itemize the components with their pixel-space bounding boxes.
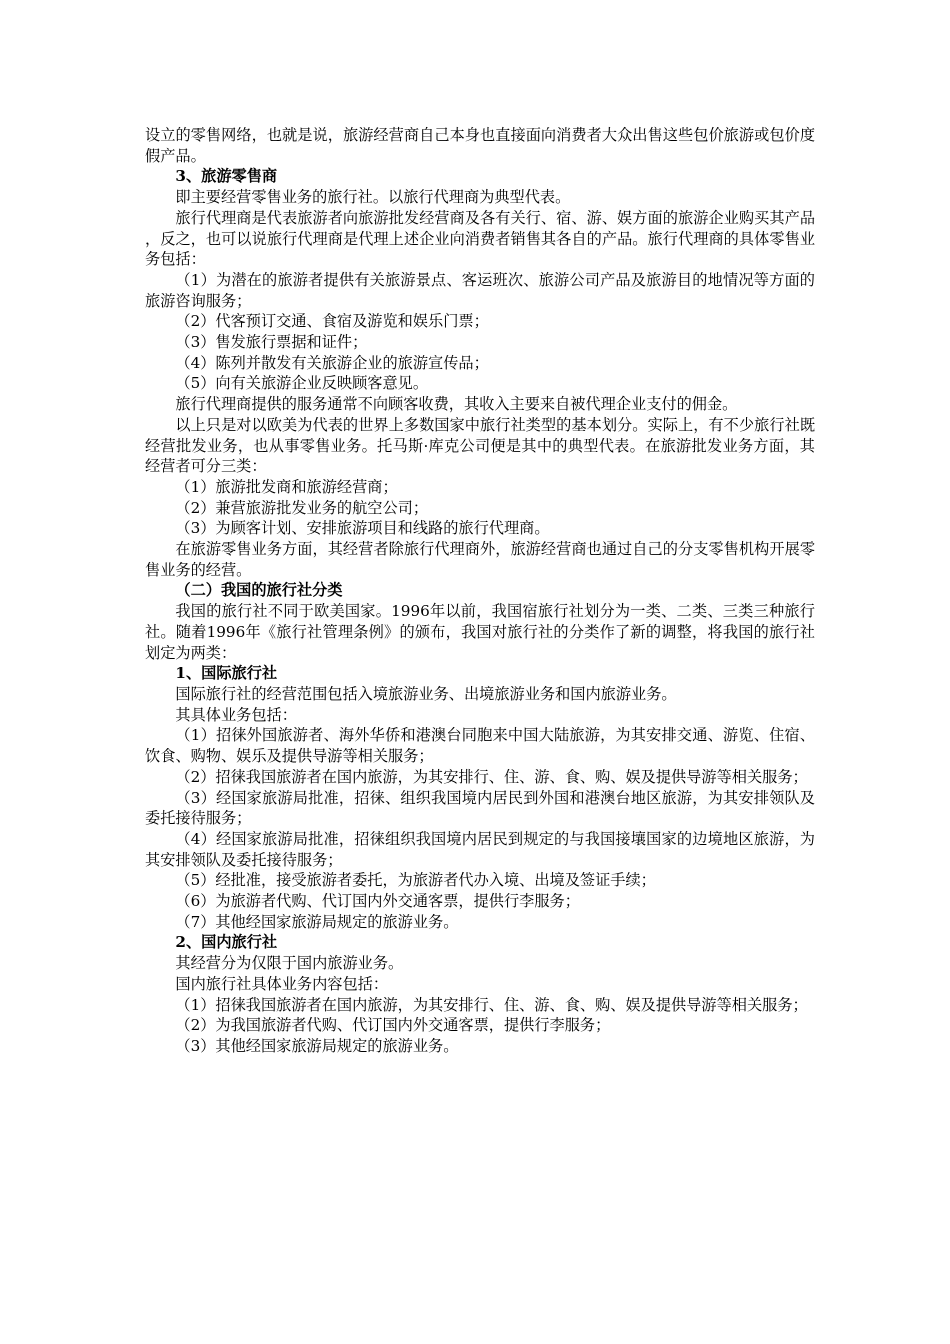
list-item: （4）陈列并散发有关旅游企业的旅游宣传品； <box>175 353 489 372</box>
subsection-heading: 1、国际旅行社 <box>175 664 278 683</box>
paragraph: 旅行代理商是代表旅游者向旅游批发经营商及各有关行、宿、游、娱方面的旅游企业购买其产品，反之，也可以说旅行代理商是代理上述企业向消费者销售其各自的产品。旅行代理商的具体零售业务包括： <box>145 208 815 269</box>
list-item: （1）旅游批发商和旅游经营商； <box>175 477 398 496</box>
document-page <box>145 125 815 1057</box>
section-heading: 3、旅游零售商 <box>175 167 278 186</box>
list-item: （4）经国家旅游局批准，招徕组织我国境内居民到规定的与我国接壤国家的边境地区旅游，为其安排领队及委托接待服务； <box>145 829 815 869</box>
paragraph: 以上只是对以欧美为代表的世界上多数国家中旅行社类型的基本划分。实际上，有不少旅行社既经营批发业务，也从事零售业务。托马斯·库克公司便是其中的典型代表。在旅游批发业务方面，其经营者可分三类： <box>145 415 815 476</box>
list-item: （2）兼营旅游批发业务的航空公司； <box>175 498 429 517</box>
list-item: （2）招徕我国旅游者在国内旅游，为其安排行、住、游、食、购、娱及提供导游等相关服务； <box>175 767 808 786</box>
list-item: （7）其他经国家旅游局规定的旅游业务。 <box>175 912 459 931</box>
paragraph: 国际旅行社的经营范围包括入境旅游业务、出境旅游业务和国内旅游业务。 <box>175 684 677 703</box>
paragraph: 其经营分为仅限于国内旅游业务。 <box>175 954 404 973</box>
list-item: （2）代客预订交通、食宿及游览和娱乐门票； <box>175 312 489 331</box>
list-item: （1）为潜在的旅游者提供有关旅游景点、客运班次、旅游公司产品及旅游目的地情况等方面的旅游咨询服务； <box>145 270 815 310</box>
paragraph: 旅行代理商提供的服务通常不向顾客收费，其收入主要来自被代理企业支付的佣金。 <box>175 395 738 414</box>
paragraph: 在旅游零售业务方面，其经营者除旅行代理商外，旅游经营商也通过自己的分支零售机构开展零售业务的经营。 <box>145 540 815 579</box>
list-item: （5）经批准，接受旅游者委托，为旅游者代办入境、出境及签证手续； <box>175 871 656 890</box>
paragraph: 国内旅行社具体业务内容包括： <box>175 974 389 993</box>
subsection-heading: 2、国内旅行社 <box>175 933 278 952</box>
paragraph: 我国的旅行社不同于欧美国家。1996年以前，我国宿旅行社划分为一类、二类、三类三种旅行社。随着1996年《旅行社管理条例》的颁布，我国对旅行社的分类作了新的调整，将我国的旅行社划定为两类： <box>145 602 815 662</box>
list-item: （3）经国家旅游局批准，招徕、组织我国境内居民到外国和港澳台地区旅游，为其安排领队及委托接待服务； <box>145 788 815 828</box>
section-heading: （二）我国的旅行社分类 <box>175 581 343 600</box>
paragraph: 其具体业务包括： <box>175 705 297 724</box>
paragraph: 即主要经营零售业务的旅行社。以旅行代理商为典型代表。 <box>175 188 571 207</box>
list-item: （1）招徕外国旅游者、海外华侨和港澳台同胞来中国大陆旅游，为其安排交通、游览、住宿、饮食、购物、娱乐及提供导游等相关服务； <box>145 726 815 766</box>
list-item: （2）为我国旅游者代购、代订国内外交通客票，提供行李服务； <box>175 1016 611 1035</box>
list-item: （5）向有关旅游企业反映顾客意见。 <box>175 374 429 393</box>
list-item: （3）其他经国家旅游局规定的旅游业务。 <box>175 1036 459 1055</box>
list-item: （6）为旅游者代购、代订国内外交通客票，提供行李服务； <box>175 892 580 911</box>
list-item: （3）售发旅行票据和证件； <box>175 333 368 352</box>
list-item: （1）招徕我国旅游者在国内旅游，为其安排行、住、游、食、购、娱及提供导游等相关服务； <box>175 995 808 1014</box>
list-item: （3）为顾客计划、安排旅游项目和线路的旅行代理商。 <box>175 519 550 538</box>
paragraph: 设立的零售网络，也就是说，旅游经营商自己本身也直接面向消费者大众出售这些包价旅游或包价度假产品。 <box>145 126 815 165</box>
